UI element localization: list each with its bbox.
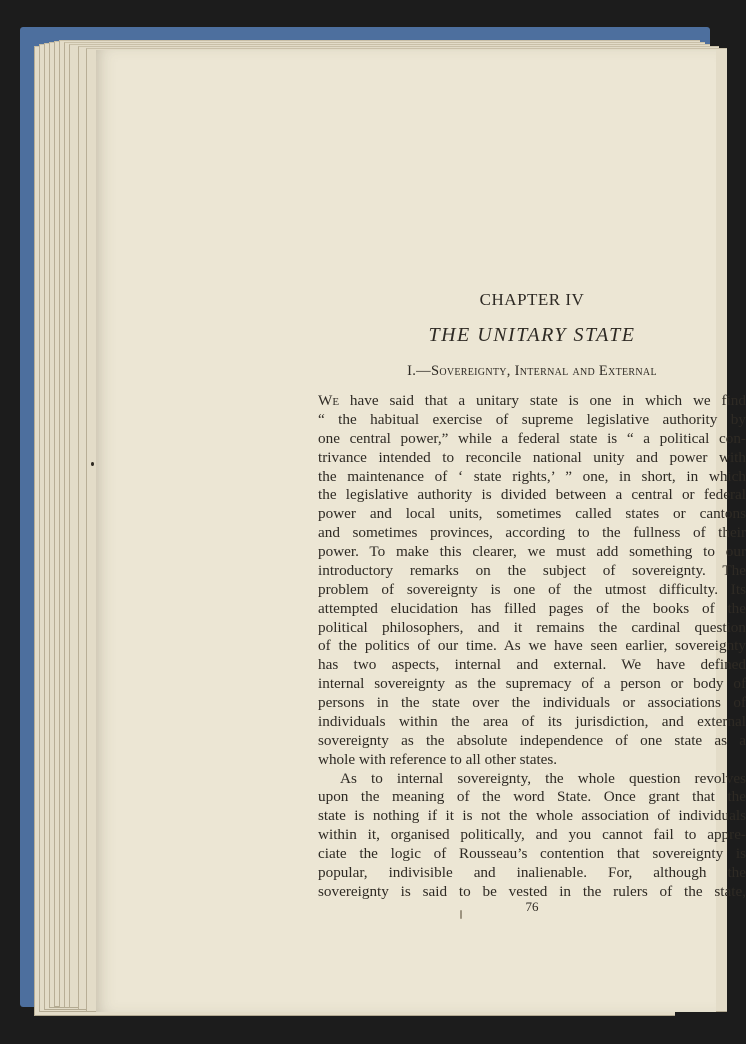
- text-line: individuals within the area of its jurisdiction, and external: [318, 712, 746, 730]
- text-line: political philosophers, and it remains the cardinal question: [318, 618, 746, 636]
- text-line: problem of sovereignty is one of the utmost difficulty. Its: [318, 580, 746, 598]
- text-line: “ the habitual exercise of supreme legislative authority by: [318, 410, 746, 428]
- text-line: power and local units, sometimes called states or cantons: [318, 505, 746, 523]
- text-line: within it, organised politically, and you cannot fail to appre-: [318, 826, 746, 844]
- text-line: [318, 392, 746, 411]
- text-line: and sometimes provinces, according to the fullness of their: [318, 524, 746, 542]
- section-heading: I.—Sovereignty, Internal and External: [407, 363, 657, 379]
- text-line: ciate the logic of Rousseau’s contention that sovereignty is: [318, 845, 746, 862]
- chapter-title: THE UNITARY STATE: [428, 324, 636, 346]
- text-line: introductory remarks on the subject of sovereignty. The: [318, 561, 746, 579]
- text-line: sovereignty as the absolute independence of one state as a: [318, 731, 746, 749]
- text-line: one central power,” while a federal state is “ a political con-: [318, 429, 746, 447]
- book-page: [96, 50, 746, 1012]
- text-line: popular, indivisible and inalienable. For, although the: [318, 863, 746, 881]
- text-line: has two aspects, internal and external. We have defined: [318, 656, 746, 674]
- chapter-label: CHAPTER IV: [479, 290, 585, 309]
- text-line: internal sovereignty as the supremacy of a person or body of: [318, 675, 746, 693]
- text-line: state is nothing if it is not the whole association of individuals: [318, 807, 746, 825]
- text-line: attempted elucidation has filled pages of the books of the: [318, 599, 746, 617]
- text-line: the maintenance of ‘ state rights,’ ” one, in short, in which: [318, 467, 746, 485]
- text-line: upon the meaning of the word State. Once grant that the: [318, 788, 746, 806]
- text-line: the legislative authority is divided between a central or federal: [318, 486, 746, 504]
- page-number: 76: [525, 899, 539, 914]
- body-text: [318, 392, 746, 902]
- text-line: As to internal sovereignty, the whole question revolves: [340, 769, 746, 787]
- drop-word: We: [318, 392, 340, 409]
- text-line: trivance intended to reconcile national unity and power with: [318, 448, 746, 466]
- text-line: power. To make this clearer, we must add something to our: [318, 543, 746, 560]
- text-line: sovereignty is said to be vested in the rulers of the state,: [318, 882, 746, 900]
- text-line: of the politics of our time. As we have seen earlier, sovereignty: [318, 637, 746, 655]
- text-line: whole with reference to all other states.: [318, 750, 558, 768]
- text-line: persons in the state over the individuals or associations of: [318, 694, 746, 711]
- ink-speck: [91, 462, 94, 466]
- first-line-rest: have said that a unitary state is one in which we find: [339, 392, 746, 409]
